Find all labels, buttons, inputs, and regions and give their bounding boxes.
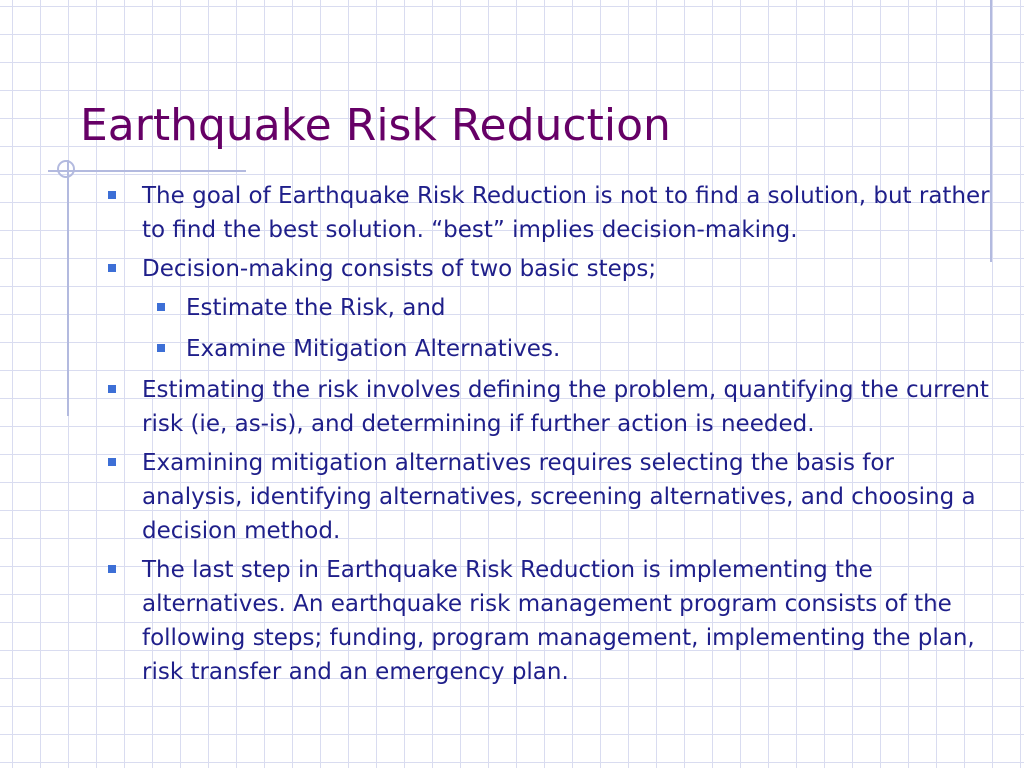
bullet-text: The goal of Earthquake Risk Reduction is not to find a solution, but rather to find the best solution. “best” implies decision-making. — [142, 183, 990, 243]
slide-title: Earthquake Risk Reduction — [80, 100, 671, 151]
square-bullet-icon — [157, 303, 165, 311]
bullet-text: Examining mitigation alternatives requires selecting the basis for analysis, identifying alternatives, screening alternatives, and choosing a decision method. — [142, 450, 976, 544]
square-bullet-icon — [108, 385, 116, 393]
sub-bullet-item — [102, 332, 997, 366]
bullet-item — [102, 179, 997, 247]
bullet-list — [102, 179, 997, 694]
square-bullet-icon — [108, 191, 116, 199]
square-bullet-icon — [108, 458, 116, 466]
sub-bullet-text: Examine Mitigation Alternatives. — [186, 336, 561, 362]
sub-bullet-text: Estimate the Risk, and — [186, 295, 446, 321]
decorative-vertical-line-left — [67, 160, 69, 416]
bullet-item — [102, 252, 997, 286]
bullet-item — [102, 373, 997, 441]
decorative-circle — [57, 160, 75, 178]
square-bullet-icon — [108, 264, 116, 272]
decorative-title-underline — [48, 170, 246, 172]
bullet-text: Estimating the risk involves defining the problem, quantifying the current risk (ie, as-is), and determining if further action is needed. — [142, 377, 989, 437]
sub-bullet-item — [102, 291, 997, 325]
bullet-item — [102, 446, 997, 548]
square-bullet-icon — [108, 565, 116, 573]
bullet-item — [102, 553, 997, 689]
square-bullet-icon — [157, 344, 165, 352]
bullet-text: Decision-making consists of two basic steps; — [142, 256, 657, 282]
bullet-text: The last step in Earthquake Risk Reduction is implementing the alternatives. An earthquake risk management program consists of the following steps; funding, program management, implementing the plan, risk transfer and an emergency plan. — [142, 557, 975, 685]
